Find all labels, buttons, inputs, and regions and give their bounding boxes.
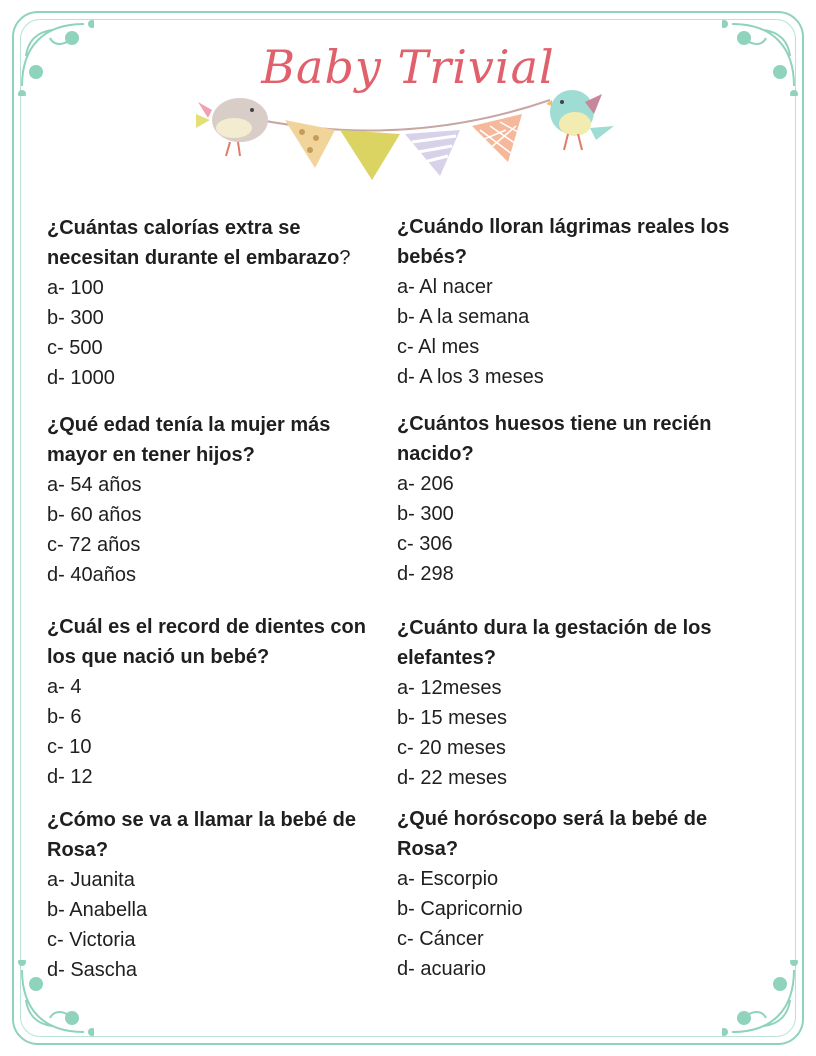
bird-icon [546,90,614,150]
question-1 [47,213,392,393]
answer-option: a- 100 [47,277,104,299]
page-title: Baby Trivial [261,40,555,94]
question-6 [397,613,742,793]
answer-option: a- Escorpio [397,868,499,890]
answer-option: a- 54 años [47,474,142,496]
answer-option: d- 22 meses [397,767,508,789]
answer-option: b- 300 [397,503,454,525]
answer-option: c- 72 años [47,534,141,556]
answer-option: b- Capricornio [397,898,523,920]
answer-option: a- Juanita [47,869,135,891]
answer-option: c- 306 [397,533,453,555]
question-text: ¿Cuántas calorías extra se necesitan durante el embarazo? [47,217,351,269]
answer-option: a- 12meses [397,677,502,699]
bunting-flag-icon [472,114,522,162]
question-text: ¿Qué horóscopo será la bebé de Rosa? [397,808,708,860]
bird-icon [196,98,268,156]
answer-option: d- acuario [397,958,486,980]
question-text: ¿Cómo se va a llamar la bebé de Rosa? [47,809,357,861]
answer-option: c- 500 [47,337,103,359]
answer-option: a- 4 [47,676,82,698]
question-text: ¿Cuánto dura la gestación de los elefantes? [397,617,712,669]
answer-option: d- 12 [47,766,93,788]
answer-option: b- 15 meses [397,707,508,729]
question-text: ¿Cuándo lloran lágrimas reales los bebés? [397,216,730,268]
answer-option: c- 10 [47,736,92,758]
answer-option: d- A los 3 meses [397,366,544,388]
question-2 [397,212,742,392]
answer-option: a- Al nacer [397,276,493,298]
bunting-banner [190,80,620,190]
answer-option: d- 40años [47,564,136,586]
bunting-flag-icon [285,120,335,168]
answer-option: b- Anabella [47,899,148,921]
question-4 [397,409,742,589]
answer-option: b- 6 [47,706,82,728]
answer-option: c- Victoria [47,929,136,951]
answer-option: b- 300 [47,307,104,329]
question-7 [47,805,392,985]
answer-option: d- 298 [397,563,454,585]
question-text: ¿Cuál es el record de dientes con los que nació un bebé? [47,616,366,668]
question-text: ¿Qué edad tenía la mujer más mayor en tener hijos? [47,414,331,466]
answer-option: b- 60 años [47,504,142,526]
answer-option: b- A la semana [397,306,530,328]
answer-option: c- 20 meses [397,737,506,759]
answer-option: c- Cáncer [397,928,484,950]
question-8 [397,804,742,984]
answer-option: d- 1000 [47,367,115,389]
bunting-flag-icon [340,130,400,180]
question-3 [47,410,392,590]
answer-option: d- Sascha [47,959,138,981]
question-5 [47,612,392,792]
question-text: ¿Cuántos huesos tiene un recién nacido? [397,413,712,465]
bunting-flag-icon [405,130,460,176]
answer-option: a- 206 [397,473,454,495]
answer-option: c- Al mes [397,336,480,358]
